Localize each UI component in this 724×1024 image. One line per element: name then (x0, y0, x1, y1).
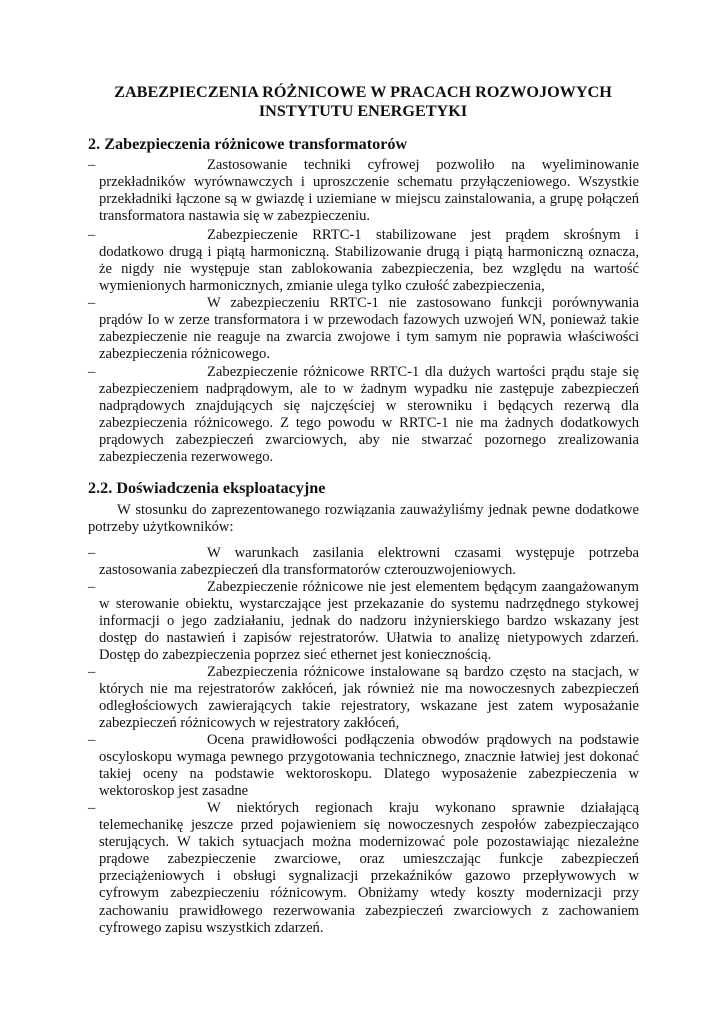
bullet-marker: – (88, 364, 96, 380)
bullet-paragraph: Zabezpieczenia różnicowe instalowane są bardzo często na stacjach, w których nie ma rejestratorów zakłóceń, jak również nie ma nowoczesnych zabezpieczeń odległościowych zawierających takie rejestratory, wskazane jest zatem wyposażanie zabezpieczeń różnicowych w rejestratory zakłóceń, (99, 664, 639, 732)
bullet-paragraph: Zastosowanie techniki cyfrowej pozwoliło na wyeliminowanie przekładników wyrównawczych i uproszczenie schematu przyłączeniowego. Wszystkie przekładniki łączone są w gwiazdę i uziemiane w miejscu zainstalowania, a grupę połączeń transformatora nastawia się w zabezpieczeniu. (99, 157, 639, 225)
bullet-marker: – (88, 579, 96, 595)
bullet-paragraph: Zabezpieczenie RRTC-1 stabilizowane jest prądem skrośnym i dodatkowo drugą i piątą harmoniczną. Stabilizowanie drugą i piątą harmoniczną oznacza, że nigdy nie występuje stan zablokowania zabezpieczenia, bez względu na wartość wymienionych harmonicznych, zmianie ulega tylko czułość zabezpieczenia, (99, 227, 639, 295)
bullet-marker: – (88, 157, 96, 173)
bullet-paragraph: Zabezpieczenie różnicowe nie jest elementem będącym zaangażowanym w sterowanie obiektu, wystarczające jest przekazanie do systemu nadrzędnego stykowej informacji o jego zadziałaniu, jednak do nadzoru inżynierskiego bardzo wskazany jest dostęp do nastawień i zapisów rejestratorów. Ułatwia to analizę nietypowych zdarzeń. Dostęp do zabezpieczenia poprzez sieć ethernet jest koniecznością. (99, 579, 639, 664)
bullet-marker: – (88, 295, 96, 311)
bullet-paragraph: W warunkach zasilania elektrowni czasami występuje potrzeba zastosowania zabezpieczeń dla transformatorów czterouzwojeniowych. (99, 545, 639, 579)
section-heading-experience: 2.2. Doświadczenia eksploatacyjne (88, 479, 326, 497)
bullet-marker: – (88, 800, 96, 816)
bullet-marker: – (88, 227, 96, 243)
bullet-marker: – (88, 545, 96, 561)
bullet-marker: – (88, 664, 96, 680)
section-heading-transformers: 2. Zabezpieczenia różnicowe transformatorów (88, 135, 408, 153)
section-intro: W stosunku do zaprezentowanego rozwiązania zauważyliśmy jednak pewne dodatkowe potrzeby użytkowników: (88, 502, 639, 536)
bullet-paragraph: Ocena prawidłowości podłączenia obwodów prądowych na podstawie oscyloskopu wymaga pewnego przygotowania technicznego, znacznie łatwiej jest dokonać takiej oceny na podstawie wektoroskopu. Dlatego wyposażenie zabezpieczenia w wektoroskop jest zasadne (99, 732, 639, 800)
bullet-paragraph: W zabezpieczeniu RRTC-1 nie zastosowano funkcji porównywania prądów Io w zerze transformatora i w przewodach fazowych uzwojeń WN, ponieważ takie zabezpieczenie nie reaguje na zwarcia zwojowe i tym samym nie poprawia właściwości zabezpieczenia różnicowego. (99, 295, 639, 363)
document-title: ZABEZPIECZENIA RÓŻNICOWE W PRACACH ROZWOJOWYCH INSTYTUTU ENERGETYKI (114, 83, 612, 120)
bullet-marker: – (88, 732, 96, 748)
bullet-paragraph: W niektórych regionach kraju wykonano sprawnie działającą telemechanikę jeszcze przed pojawieniem się nowoczesnych zespołów zabezpieczająco sterujących. W takich sytuacjach można modernizować pole pozostawiając niezależne prądowe zabezpieczenie zwarciowe, oraz umieszczając funkcje zabezpieczeń przeciążeniowych i obsługi sygnalizacji przekaźników gazowo przepływowych w cyfrowym zabezpieczeniu różnicowym. Obniżamy wtedy koszty modernizacji przy zachowaniu prawidłowego rezerwowania zabezpieczeń zwarciowych z zachowaniem cyfrowego zapisu wszystkich zdarzeń. (99, 800, 639, 936)
bullet-paragraph: Zabezpieczenie różnicowe RRTC-1 dla dużych wartości prądu staje się zabezpieczeniem nadprądowym, ale to w żadnym wypadku nie zastępuje zabezpieczeń nadprądowych znajdujących się najczęściej w sterowniku i będących rezerwą dla zabezpieczenia różnicowego. Z tego powodu w RRTC-1 nie ma żadnych dodatkowych prądowych zabezpieczeń zwarciowych, aby nie stwarzać pozornego zrealizowania zabezpieczenia rezerwowego. (99, 364, 639, 466)
